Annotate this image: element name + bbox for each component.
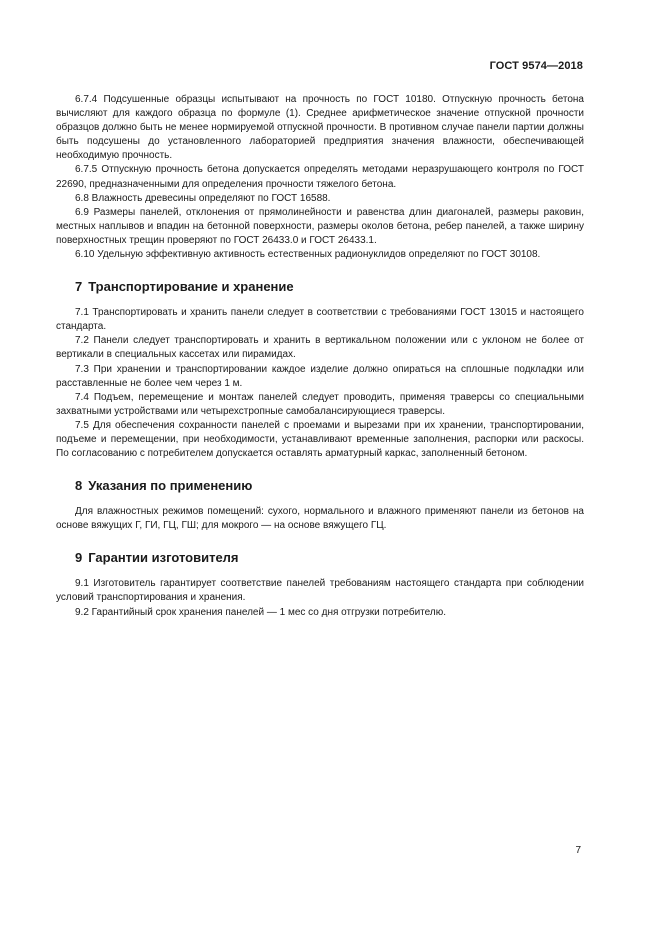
paragraph-6-7-4: 6.7.4 Подсушенные образцы испытывают на прочность по ГОСТ 10180. Отпускную прочность бетона вычисляют для каждого образца по формуле (1). Среднее арифметическое значение отпускной прочности образцов должно быть не менее нормируемой отпускной прочности. В противном случае панели партии должны быть подсушены до установленного лабораторией предприятия значения влажности, обеспечивающей необходимую прочность. [56, 94, 584, 162]
page-number: 7 [575, 845, 581, 856]
section-8-number: 8 [75, 478, 83, 494]
paragraph-8-text: Для влажностных режимов помещений: сухого, нормального и влажного применяют панели из бетонов на основе вяжущих Г, ГИ, ГЦ, ГШ; для мокрого — на основе вяжущего ГЦ. [56, 506, 584, 532]
paragraph-7-1: 7.1 Транспортировать и хранить панели следует в соответствии с требованиями ГОСТ 13015 и настоящего стандарта. [56, 307, 584, 333]
paragraph-6-10: 6.10 Удельную эффективную активность естественных радионуклидов определяют по ГОСТ 30108. [75, 249, 541, 261]
section-8-title: Указания по применению [88, 478, 253, 494]
paragraph-6-7-5: 6.7.5 Отпускную прочность бетона допускается определять методами неразрушающего контроля по ГОСТ 22690, предназначенными для определения прочности тяжелого бетона. [56, 164, 584, 190]
section-7-heading [56, 279, 584, 295]
section-9-title: Гарантии изготовителя [88, 550, 239, 566]
paragraph-9-1: 9.1 Изготовитель гарантирует соответствие панелей требованиям настоящего стандарта при соблюдении условий транспортирования и хранения. [56, 578, 584, 604]
paragraph-7-3: 7.3 При хранении и транспортировании каждое изделие должно опираться на сплошные подкладки или расставленные не более чем через 1 м. [56, 363, 584, 389]
section-7-title: Транспортирование и хранение [88, 279, 294, 295]
paragraph-7-2: 7.2 Панели следует транспортировать и хранить в вертикальном положении или с уклоном не более от вертикали в специальных кассетах или пирамидах. [56, 335, 584, 361]
section-7-number: 7 [75, 279, 83, 295]
section-9-heading [56, 550, 584, 566]
paragraph-7-4: 7.4 Подъем, перемещение и монтаж панелей следует проводить, применяя траверсы со специальными захватными устройствами или четырехстропные самобалансирующиеся траверсы. [56, 391, 584, 417]
paragraph-6-9: 6.9 Размеры панелей, отклонения от прямолинейности и равенства длин диагоналей, размеры раковин, местных наплывов и впадин на бетонной поверхности, размеры околов бетона, ребер панелей, а также ширину поверхностных трещин проверяют по ГОСТ 26433.0 и ГОСТ 26433.1. [56, 206, 584, 246]
paragraph-6-8: 6.8 Влажность древесины определяют по ГОСТ 16588. [75, 192, 331, 204]
paragraph-7-5: 7.5 Для обеспечения сохранности панелей с проемами и вырезами при их хранении, транспортировании, подъеме и перемещении, при необходимости, устанавливают временные заполнения, распорки или раскосы. По согласованию с потребителем допускается оставлять арматурный каркас, заполненный бетоном. [56, 419, 584, 460]
section-8-heading [56, 478, 584, 494]
document-code-header: ГОСТ 9574—2018 [489, 60, 583, 72]
paragraph-9-2: 9.2 Гарантийный срок хранения панелей — 1 мес со дня отгрузки потребителю. [75, 606, 446, 618]
section-9-number: 9 [75, 550, 83, 566]
document-body [56, 93, 584, 620]
